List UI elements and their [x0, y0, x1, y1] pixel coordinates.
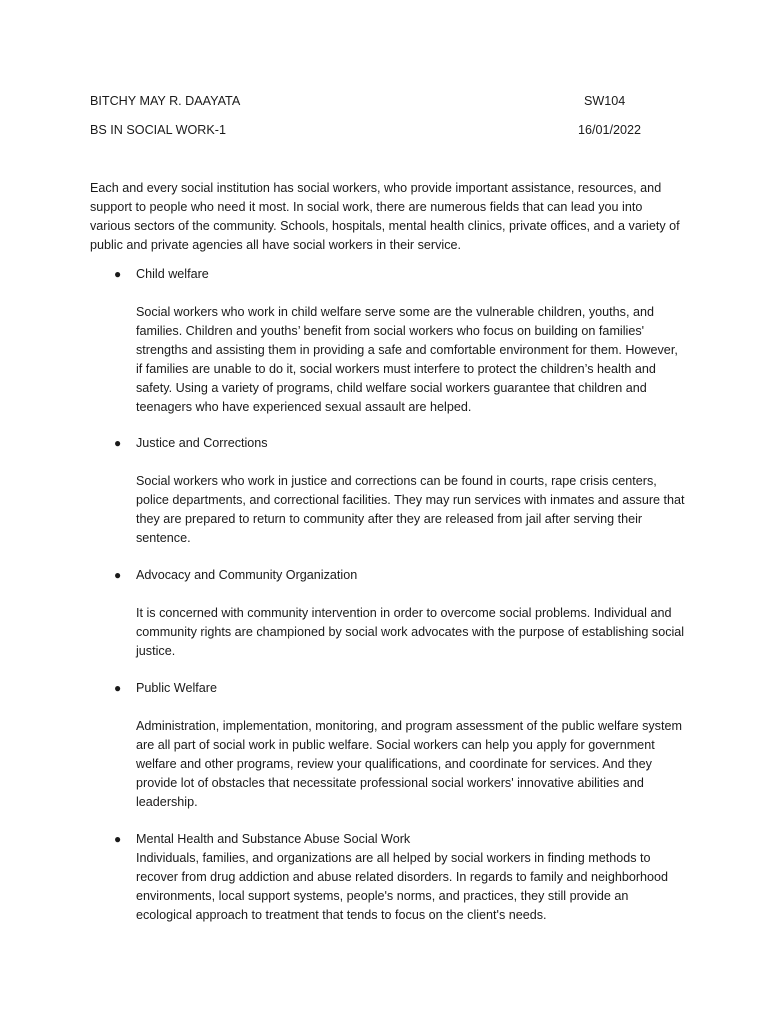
intro-paragraph: Each and every social institution has social workers, who provide important assistance, resources, and support to people who need it most. In social work, there are numerous fields that can lead you into various sectors of the community. Schools, hospitals, mental health clinics, private offices, and a variety of public and private agencies all have social workers in their service.	[90, 181, 680, 252]
bullet-icon: ●	[114, 267, 122, 281]
section-body: It is concerned with community intervention in order to overcome social problems. Individual and community rights are championed by social work advocates with the purpose of establishing social justice.	[136, 606, 685, 658]
bullet-icon: ●	[114, 568, 122, 582]
section-title: Justice and Corrections	[136, 436, 268, 450]
bullet-icon: ●	[114, 681, 122, 695]
bullet-icon: ●	[114, 832, 122, 846]
section-mental-health	[114, 830, 410, 849]
section-advocacy	[114, 566, 357, 585]
section-title: Public Welfare	[136, 681, 217, 695]
section-body: Individuals, families, and organizations are all helped by social workers in finding methods to recover from drug addiction and abuse related disorders. In regards to family and neighborhood environments, local support systems, people's norms, and practices, they still provide an ecological approach to treatment that tends to focus on the client's needs.	[136, 851, 669, 922]
section-public-welfare	[114, 679, 217, 698]
program-name: BS IN SOCIAL WORK-1	[90, 123, 226, 137]
section-body: Social workers who work in child welfare serve some are the vulnerable children, youths, and families. Children and youths’ benefit from social workers who focus on building on families' strengths and assisting them in providing a safe and comfortable environment for them. However, if families are unable to do it, social workers must interfere to protect the children’s health and safety. Using a variety of programs, child welfare social workers guarantee that children and teenagers who have experienced sexual assault are helped.	[136, 305, 678, 414]
bullet-icon: ●	[114, 436, 122, 450]
course-code: SW104	[584, 94, 626, 108]
section-body: Social workers who work in justice and corrections can be found in courts, rape crisis centers, police departments, and correctional facilities. They may run services with inmates and assure that they are prepared to return to community after they are released from jail after serving their sentence.	[136, 474, 685, 545]
section-title: Child welfare	[136, 267, 209, 281]
section-child-welfare	[114, 265, 209, 284]
section-justice-corrections	[114, 434, 268, 453]
section-body: Administration, implementation, monitoring, and program assessment of the public welfare system are all part of social work in public welfare. Social workers can help you apply for government welfare and other programs, review your qualifications, and coordinate for services. And they provide lot of obstacles that necessitate professional social workers' innovative abilities and leadership.	[136, 719, 682, 809]
section-title: Advocacy and Community Organization	[136, 568, 358, 582]
document-date: 16/01/2022	[578, 123, 642, 137]
section-title: Mental Health and Substance Abuse Social Work	[136, 832, 411, 846]
author-name: BITCHY MAY R. DAAYATA	[90, 94, 241, 108]
